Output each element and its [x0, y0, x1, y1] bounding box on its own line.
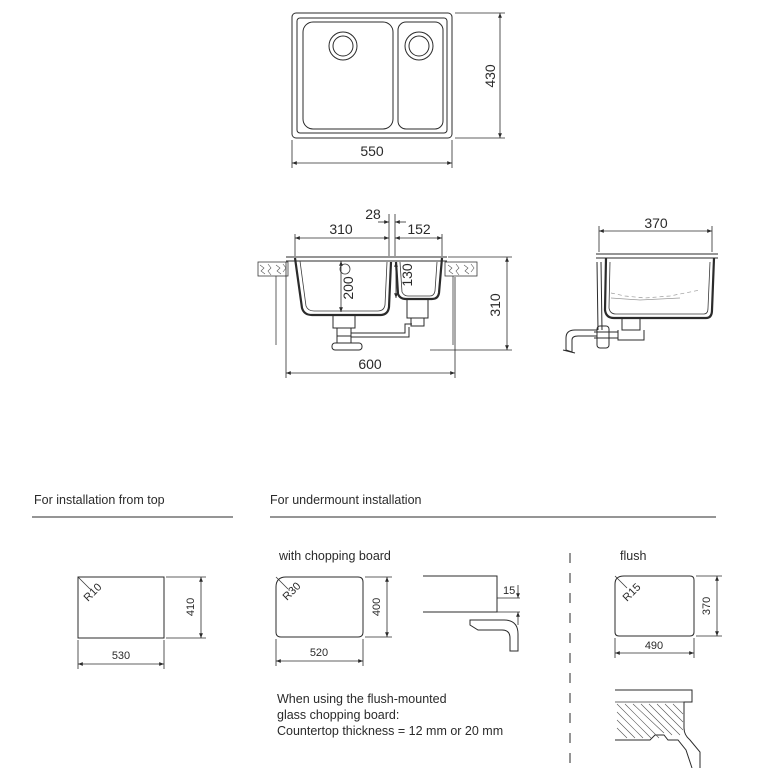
right-bowl	[398, 22, 443, 129]
cutout-flush-width: 490	[644, 640, 664, 652]
header-installation-from-top: For installation from top	[34, 493, 165, 507]
dim-top-width: 550	[360, 143, 384, 159]
cutout-from-top	[78, 577, 206, 669]
label-with-chopping-board: with chopping board	[279, 549, 391, 563]
dim-overall-width: 600	[358, 356, 382, 372]
label-flush: flush	[620, 549, 647, 563]
dim-left-bowl-depth: 200	[340, 276, 356, 300]
cutout-chopping-board-height: 400	[371, 597, 383, 617]
cutout-flush-height: 370	[701, 596, 713, 616]
cutout-flush	[615, 576, 722, 658]
dim-side-width: 370	[644, 215, 668, 231]
note-line-3: Countertop thickness = 12 mm or 20 mm	[277, 724, 504, 738]
cutout-from-top-radius: R10	[81, 581, 105, 605]
left-bowl	[303, 22, 393, 129]
cutout-chopping-board-radius: R30	[280, 580, 304, 604]
sink-outline	[292, 13, 452, 138]
countertop-right	[445, 262, 477, 276]
dim-top-depth: 430	[482, 64, 498, 88]
top-view	[292, 13, 505, 168]
dim-right-bowl-width: 152	[407, 221, 431, 237]
flush-profile	[615, 690, 700, 768]
dim-step: 15	[503, 585, 516, 597]
cutout-flush-radius: R15	[620, 581, 644, 605]
dim-overall-height: 310	[487, 293, 503, 317]
cutout-from-top-width: 530	[111, 650, 131, 662]
overflow-icon	[340, 264, 350, 274]
countertop-left	[258, 262, 288, 276]
dim-left-bowl-width: 310	[329, 221, 353, 237]
dim-divider-width: 28	[365, 206, 381, 222]
trap-fitting	[332, 343, 362, 350]
chopping-board-profile	[423, 576, 520, 651]
dim-right-bowl-depth: 130	[399, 263, 415, 287]
cutout-flush-rect	[615, 576, 694, 636]
side-bowl-section	[605, 258, 714, 318]
note-line-1: When using the flush-mounted	[277, 692, 447, 706]
right-drain-inner	[409, 36, 429, 56]
note-line-2: glass chopping board:	[277, 708, 400, 722]
cutout-chopping-board-width: 520	[309, 647, 329, 659]
front-section-view	[258, 206, 512, 378]
left-drain-inner	[333, 36, 353, 56]
cutout-chopping-board	[276, 577, 392, 666]
header-undermount-installation: For undermount installation	[270, 493, 422, 507]
sink-rim-inner	[297, 18, 447, 133]
side-section-view	[563, 215, 718, 353]
side-trap-fitting	[597, 326, 609, 348]
cutout-from-top-height: 410	[185, 597, 197, 617]
